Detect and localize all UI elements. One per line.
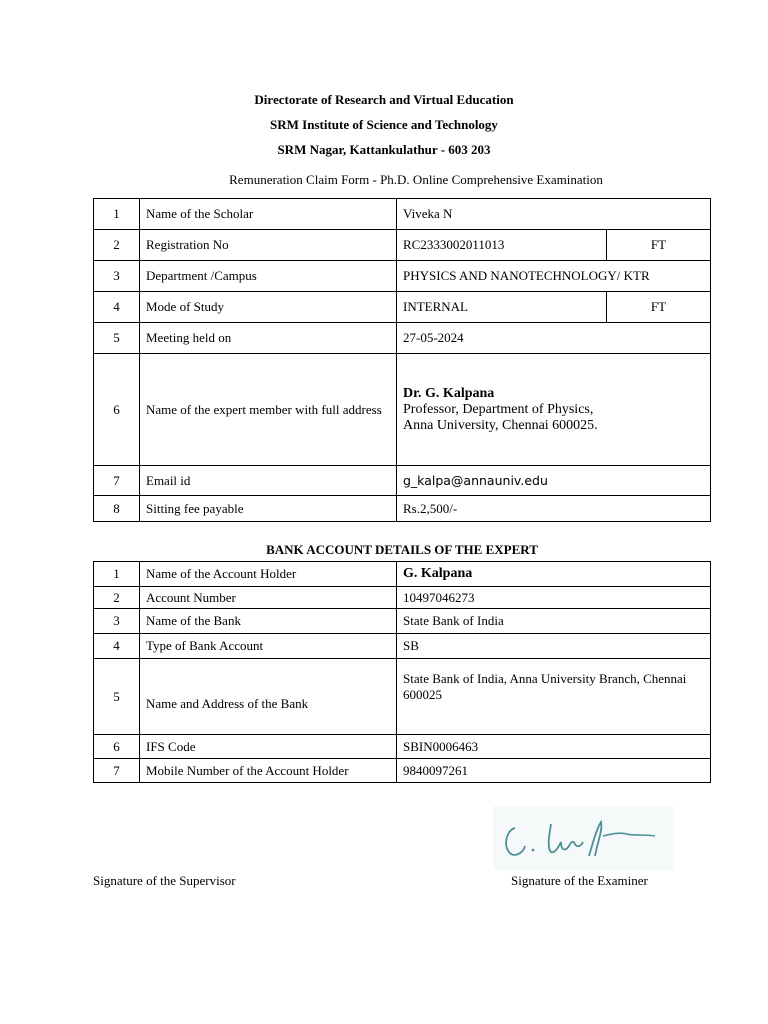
row-number: 6 <box>94 354 140 466</box>
expert-institution: Anna University, Chennai 600025. <box>403 417 598 433</box>
table-row <box>94 496 711 522</box>
field-extra: FT <box>607 230 711 261</box>
field-value: State Bank of India <box>397 609 711 634</box>
table-row <box>94 199 711 230</box>
expert-name: Dr. G. Kalpana <box>403 385 495 401</box>
examiner-signature <box>493 806 673 870</box>
table-row <box>94 230 711 261</box>
expert-designation: Professor, Department of Physics, <box>403 401 594 417</box>
field-value: SBIN0006463 <box>397 735 711 759</box>
field-label: Mobile Number of the Account Holder <box>140 759 397 783</box>
field-label: Mode of Study <box>140 292 397 323</box>
field-value: State Bank of India, Anna University Branch, Chennai 600025 <box>397 659 711 735</box>
field-label: Meeting held on <box>140 323 397 354</box>
field-label: Account Number <box>140 587 397 609</box>
email-value: g_kalpa@annauniv.edu <box>397 466 711 496</box>
field-value: RC2333002011013 <box>397 230 607 261</box>
row-number: 6 <box>94 735 140 759</box>
field-label: Name of the Bank <box>140 609 397 634</box>
table-row <box>94 354 711 466</box>
field-label: Name of the Scholar <box>140 199 397 230</box>
field-label: Name of the Account Holder <box>140 562 397 587</box>
table-row <box>94 323 711 354</box>
header-institute: SRM Institute of Science and Technology <box>270 117 498 132</box>
table-row <box>94 609 711 634</box>
header-address: SRM Nagar, Kattankulathur - 603 203 <box>277 142 491 157</box>
field-value: 9840097261 <box>397 759 711 783</box>
field-value: INTERNAL <box>397 292 607 323</box>
bank-table <box>93 561 711 783</box>
field-value: Rs.2,500/- <box>397 496 711 522</box>
field-value: PHYSICS AND NANOTECHNOLOGY/ KTR <box>397 261 711 292</box>
field-label: Email id <box>140 466 397 496</box>
row-number: 5 <box>94 323 140 354</box>
row-number: 4 <box>94 292 140 323</box>
table-row <box>94 634 711 659</box>
field-label: Sitting fee payable <box>140 496 397 522</box>
table-row <box>94 735 711 759</box>
field-label: Department /Campus <box>140 261 397 292</box>
field-value: SB <box>397 634 711 659</box>
account-holder-value: G. Kalpana <box>397 562 711 587</box>
field-extra: FT <box>607 292 711 323</box>
row-number: 3 <box>94 261 140 292</box>
table-row <box>94 659 711 735</box>
row-number: 7 <box>94 466 140 496</box>
field-label: Type of Bank Account <box>140 634 397 659</box>
table-row <box>94 261 711 292</box>
row-number: 1 <box>94 199 140 230</box>
row-number: 8 <box>94 496 140 522</box>
field-label: Name of the expert member with full address <box>140 354 397 466</box>
field-label: Registration No <box>140 230 397 261</box>
examiner-signature-label: Signature of the Examiner <box>511 873 648 888</box>
table-row <box>94 292 711 323</box>
form-title: Remuneration Claim Form - Ph.D. Online Comprehensive Examination <box>229 172 603 187</box>
table-row <box>94 587 711 609</box>
row-number: 3 <box>94 609 140 634</box>
claim-table <box>93 198 711 522</box>
field-value: 10497046273 <box>397 587 711 609</box>
expert-address <box>397 354 711 466</box>
table-row <box>94 562 711 587</box>
table-row <box>94 466 711 496</box>
row-number: 7 <box>94 759 140 783</box>
row-number: 4 <box>94 634 140 659</box>
bank-section-title: BANK ACCOUNT DETAILS OF THE EXPERT <box>266 542 538 557</box>
row-number: 5 <box>94 659 140 735</box>
row-number: 2 <box>94 230 140 261</box>
header-directorate: Directorate of Research and Virtual Education <box>254 92 514 107</box>
row-number: 2 <box>94 587 140 609</box>
table-row <box>94 759 711 783</box>
field-label: IFS Code <box>140 735 397 759</box>
supervisor-signature-label: Signature of the Supervisor <box>93 873 236 888</box>
field-label: Name and Address of the Bank <box>140 659 397 735</box>
row-number: 1 <box>94 562 140 587</box>
field-value: Viveka N <box>397 199 711 230</box>
field-value: 27-05-2024 <box>397 323 711 354</box>
